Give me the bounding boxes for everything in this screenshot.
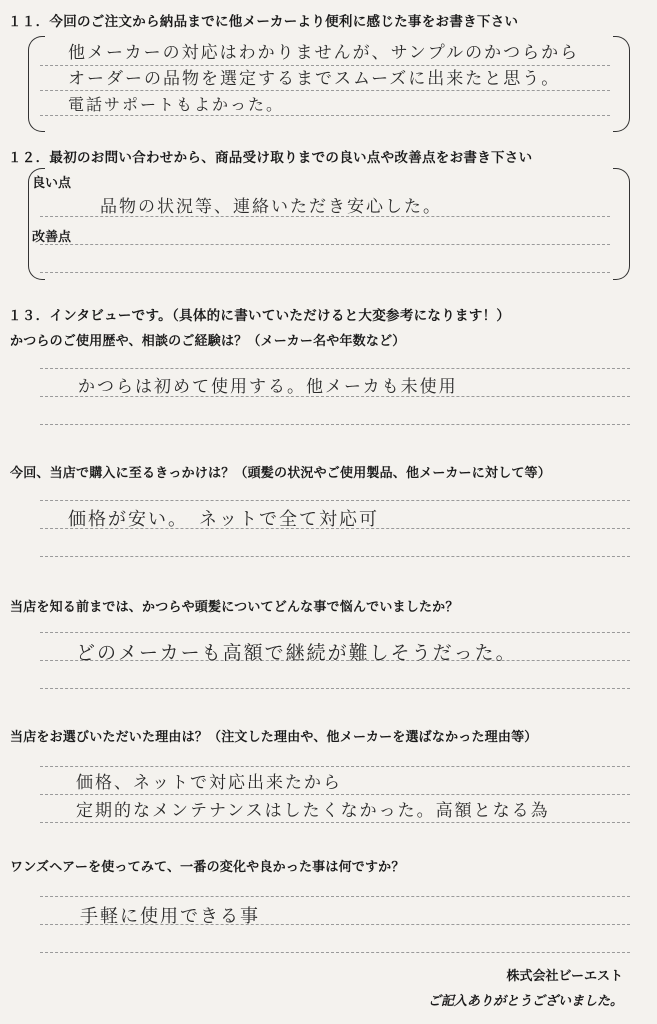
q13-answer3: どのメーカーも高額で継続が難しそうだった。 (76, 642, 517, 664)
q13-answer1: かつらは初めて使用する。他メーカも未使用 (78, 377, 458, 397)
q12-title: １２．最初のお問い合わせから、商品受け取りまでの良い点や改善点をお書き下さい (8, 150, 533, 166)
q12-line-2 (40, 244, 610, 245)
q12-good-answer: 品物の状況等、連絡いただき安心した。 (100, 197, 442, 217)
q13-sub4-line-3 (40, 822, 630, 823)
q13-sub2-line-3 (40, 556, 630, 557)
q11-answer-line-1: 他メーカーの対応はわかりませんが、サンプルのかつらから (68, 43, 580, 63)
q13-sub3-line-1 (40, 632, 630, 633)
q13-sub2-line-1 (40, 500, 630, 501)
q13-answer4-line-2: 定期的なメンテナンスはしたくなかった。高額となる為 (76, 801, 550, 821)
q11-bracket-left (28, 36, 45, 132)
q13-sub4: 当店をお選びいただいた理由は？（注文した理由や、他メーカーを選ばなかった理由等） (10, 730, 538, 745)
q13-sub4-line-2 (40, 794, 630, 795)
q11-answer-line-2: オーダーの品物を選定するまでスムーズに出来たと思う。 (68, 69, 561, 89)
q13-answer5: 手軽に使用できる事 (80, 906, 260, 927)
q13-sub1: かつらのご使用歴や、相談のご経験は？（メーカー名や年数など） (10, 334, 406, 349)
q13-title: １３．インタビューです。（具体的に書いていただけると大変参考になります！） (8, 308, 511, 324)
q11-line-3 (40, 115, 610, 116)
thank-you-message: ご記入ありがとうございました。 (427, 994, 623, 1009)
q13-answer2: 価格が安い。 ネットで全て対応可 (68, 509, 379, 530)
q12-bracket-right (613, 168, 630, 280)
q13-sub5: ワンズヘアーを使ってみて、一番の変化や良かった事は何ですか？ (10, 860, 405, 875)
q11-answer-line-3: 電話サポートもよかった。 (68, 95, 285, 114)
q13-sub1-line-3 (40, 424, 630, 425)
company-name: 株式会社ビーエスト (506, 969, 623, 984)
q11-title: １１．今回のご注文から納品までに他メーカーより便利に感じた事をお書き下さい (8, 14, 519, 30)
q12-good-label: 良い点 (32, 176, 72, 191)
q13-sub5-line-1 (40, 896, 630, 897)
q13-sub4-line-1 (40, 766, 630, 767)
q13-sub1-line-1 (40, 368, 630, 369)
q11-bracket-right (613, 36, 630, 132)
q12-line-3 (40, 272, 610, 273)
q13-answer4-line-1: 価格、ネットで対応出来たから (76, 773, 342, 793)
q13-sub5-line-3 (40, 952, 630, 953)
q13-sub3-line-3 (40, 688, 630, 689)
q13-sub2: 今回、当店で購入に至るきっかけは？（頭髪の状況やご使用製品、他メーカーに対して等） (10, 466, 551, 481)
q13-sub3: 当店を知る前までは、かつらや頭髪についてどんな事で悩んでいましたか？ (10, 600, 459, 615)
q12-improve-label: 改善点 (32, 230, 72, 245)
q11-line-2 (40, 90, 610, 91)
